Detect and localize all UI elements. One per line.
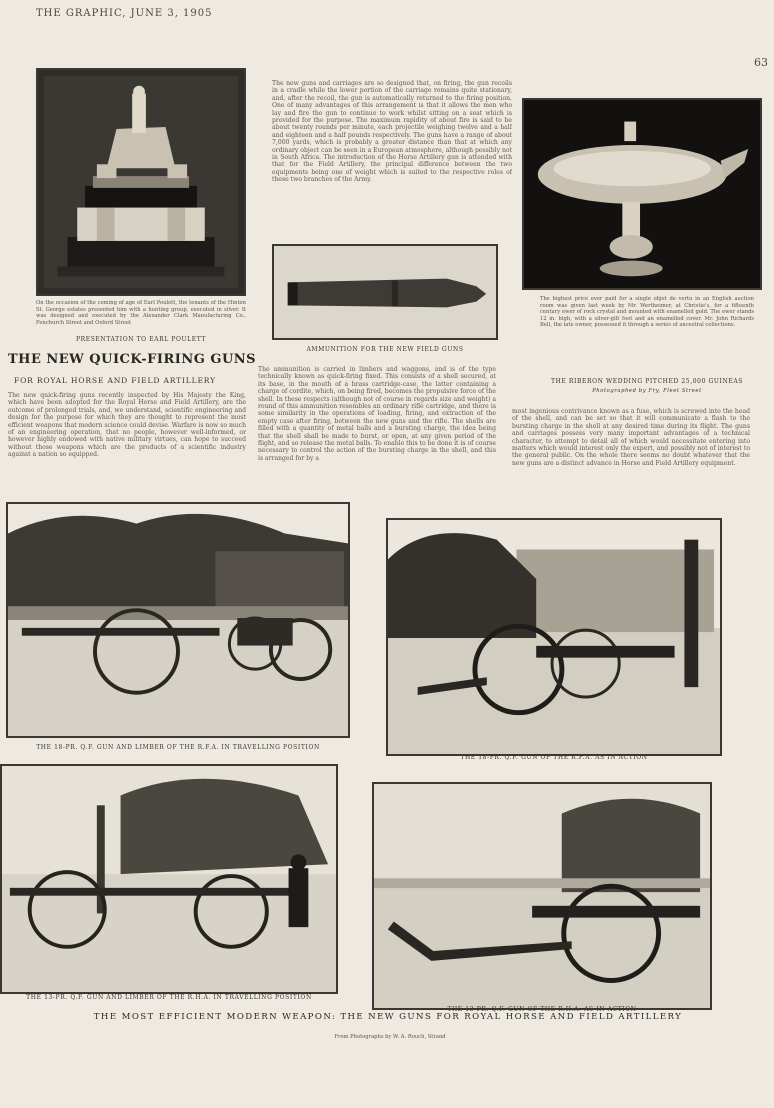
photo-credit: From Photographs by W. A. Rouch, Strand: [334, 1034, 446, 1040]
body-text-right: most ingenious contrivance known as a fuse, which is screwed into the head of the shell, and can be set so that it will communicate a flash to the bursting charge in the shell at any desired time during its flight. The guns and carriages possess very many important advantages of a technical character, to attempt to detail all of which would necessitate entering into matters which would interest only the expert, and possibly not of interest to the general public. On the whole there seems no doubt whatever that the new guns are a distinct advance in Horse and Field Artillery equipment.: [512, 408, 750, 467]
masthead: THE GRAPHIC, JUNE 3, 1905: [36, 8, 213, 19]
trophy-photo: [36, 68, 246, 296]
rha-action-photo: [372, 782, 712, 1010]
article-subheadline: FOR ROYAL HORSE AND FIELD ARTILLERY: [14, 376, 216, 385]
body-text-top-center: The new guns and carriages are so designed that, on firing, the gun recoils in a cradle while the lower portion of the carriage remains quite stationary, and, after the recoil, the gun is automatically returned to the firing position. One of many advantages of this arrangement is that it allows the men who lay and fire the gun to continue to work whilst sitting on a seat which is provided for the purpose. The maximum rapidity of about fire is said to be about twenty rounds per minute, each projectile weighing twelve and a half and eighteen and a half pounds respectively. The guns have a range of about 7,000 yards, which is probably a greater distance than that at which any ordinary object can be seen in a European atmosphere, although possibly not in South Africa. The introduction of the Horse Artillery gun is attended with that for the Field Artillery, the principal difference between the two equipments being one of weight which is suited to the respective roles of these two branches of the Army.: [272, 80, 512, 184]
ewer-photo-credit: Photographed by Fry, Fleet Street: [592, 388, 702, 394]
ewer-note: The highest price ever paid for a single objet de vertu in an English auction room was given last week by Mr. Wertheimer, at Christie's, for a fifteenth century ewer of rock crystal and mounted with enamelled gold. The ewer stands 12 in. high, with a silver-gilt foot and an enamelled cover. Mr. John Richards Bell, the late owner, possessed it through a series of ancestral collections.: [540, 296, 754, 329]
ammunition-photo: [272, 244, 498, 340]
rfa-travelling-caption: THE 18-PR. Q.F. GUN AND LIMBER OF THE R.F.A. IN TRAVELLING POSITION: [36, 744, 320, 751]
rha-action-caption: THE 13-PR. Q.F. GUN OF THE R.H.A. AS IN ACTION: [447, 1006, 637, 1013]
trophy-caption: PRESENTATION TO EARL POULETT: [75, 336, 207, 343]
rha-travelling-photo: [0, 764, 338, 994]
ewer-caption: THE RIBERON WEDDING PITCHED 25,000 GUINEAS: [550, 378, 743, 385]
body-text-middle: The ammunition is carried in limbers and waggons, and is of the type technically known as quick-firing fixed. This consists of a shell secured, at its base, in the mouth of a brass cartridge-case, the latter containing a charge of cordite, which, on being fired, becomes the propulsive force of the shell. In these respects (although not of course in regards size and weight) a round of this ammunition resembles an ordinary rifle cartridge, and there is some similarity in the operations of loading, firing, and extraction of the empty case after firing, between the new guns and the rifle. The shells are filled with a quantity of metal balls and a bursting charge, the idea being that the shell shall be made to burst, or open, at any given period of the flight, and so release the metal balls. To enable this to be done it is of course necessary to control the action of the bursting charge in the shell, and this is arranged for by a: [258, 366, 496, 462]
rfa-action-photo: [386, 518, 722, 756]
rfa-action-caption: THE 18-PR. Q.F. GUN OF THE R.F.A. AS IN ACTION: [460, 754, 648, 761]
article-headline: THE NEW QUICK-FIRING GUNS: [8, 352, 257, 367]
body-text-left: The new quick-firing guns recently inspected by His Majesty the King, which have been adopted for the Royal Horse and Field Artillery, are the outcome of prolonged trials, and, we understand, scientific engineering and design for the purpose for which they are thought to represent the most efficient weapons that modern science could devise. Warfare is now so much of an engineering operation, that no people, however well-informed, or however highly endowed with native military virtues, can hope to succeed without those weapons which are the products of a scientific industry against a nation so equipped.: [8, 392, 246, 459]
ewer-photo: [522, 98, 762, 290]
rha-travelling-caption: THE 13-PR. Q.F. GUN AND LIMBER OF THE R.H.A. IN TRAVELLING POSITION: [26, 994, 312, 1001]
page-banner: THE MOST EFFICIENT MODERN WEAPON: THE NEW GUNS FOR ROYAL HORSE AND FIELD ARTILLERY: [93, 1012, 683, 1022]
trophy-note: On the occasion of the coming of age of Earl Poulett, the tenants of the Hinton St. George estates presented him with a hunting group, executed in silver. It was designed and executed by the Alexander Clark Manufacturing Co., Fenchurch Street and Oxford Street: [36, 300, 246, 326]
page-number: 63: [754, 56, 768, 69]
rfa-travelling-photo: [6, 502, 350, 738]
ammunition-caption: AMMUNITION FOR THE NEW FIELD GUNS: [306, 346, 464, 353]
